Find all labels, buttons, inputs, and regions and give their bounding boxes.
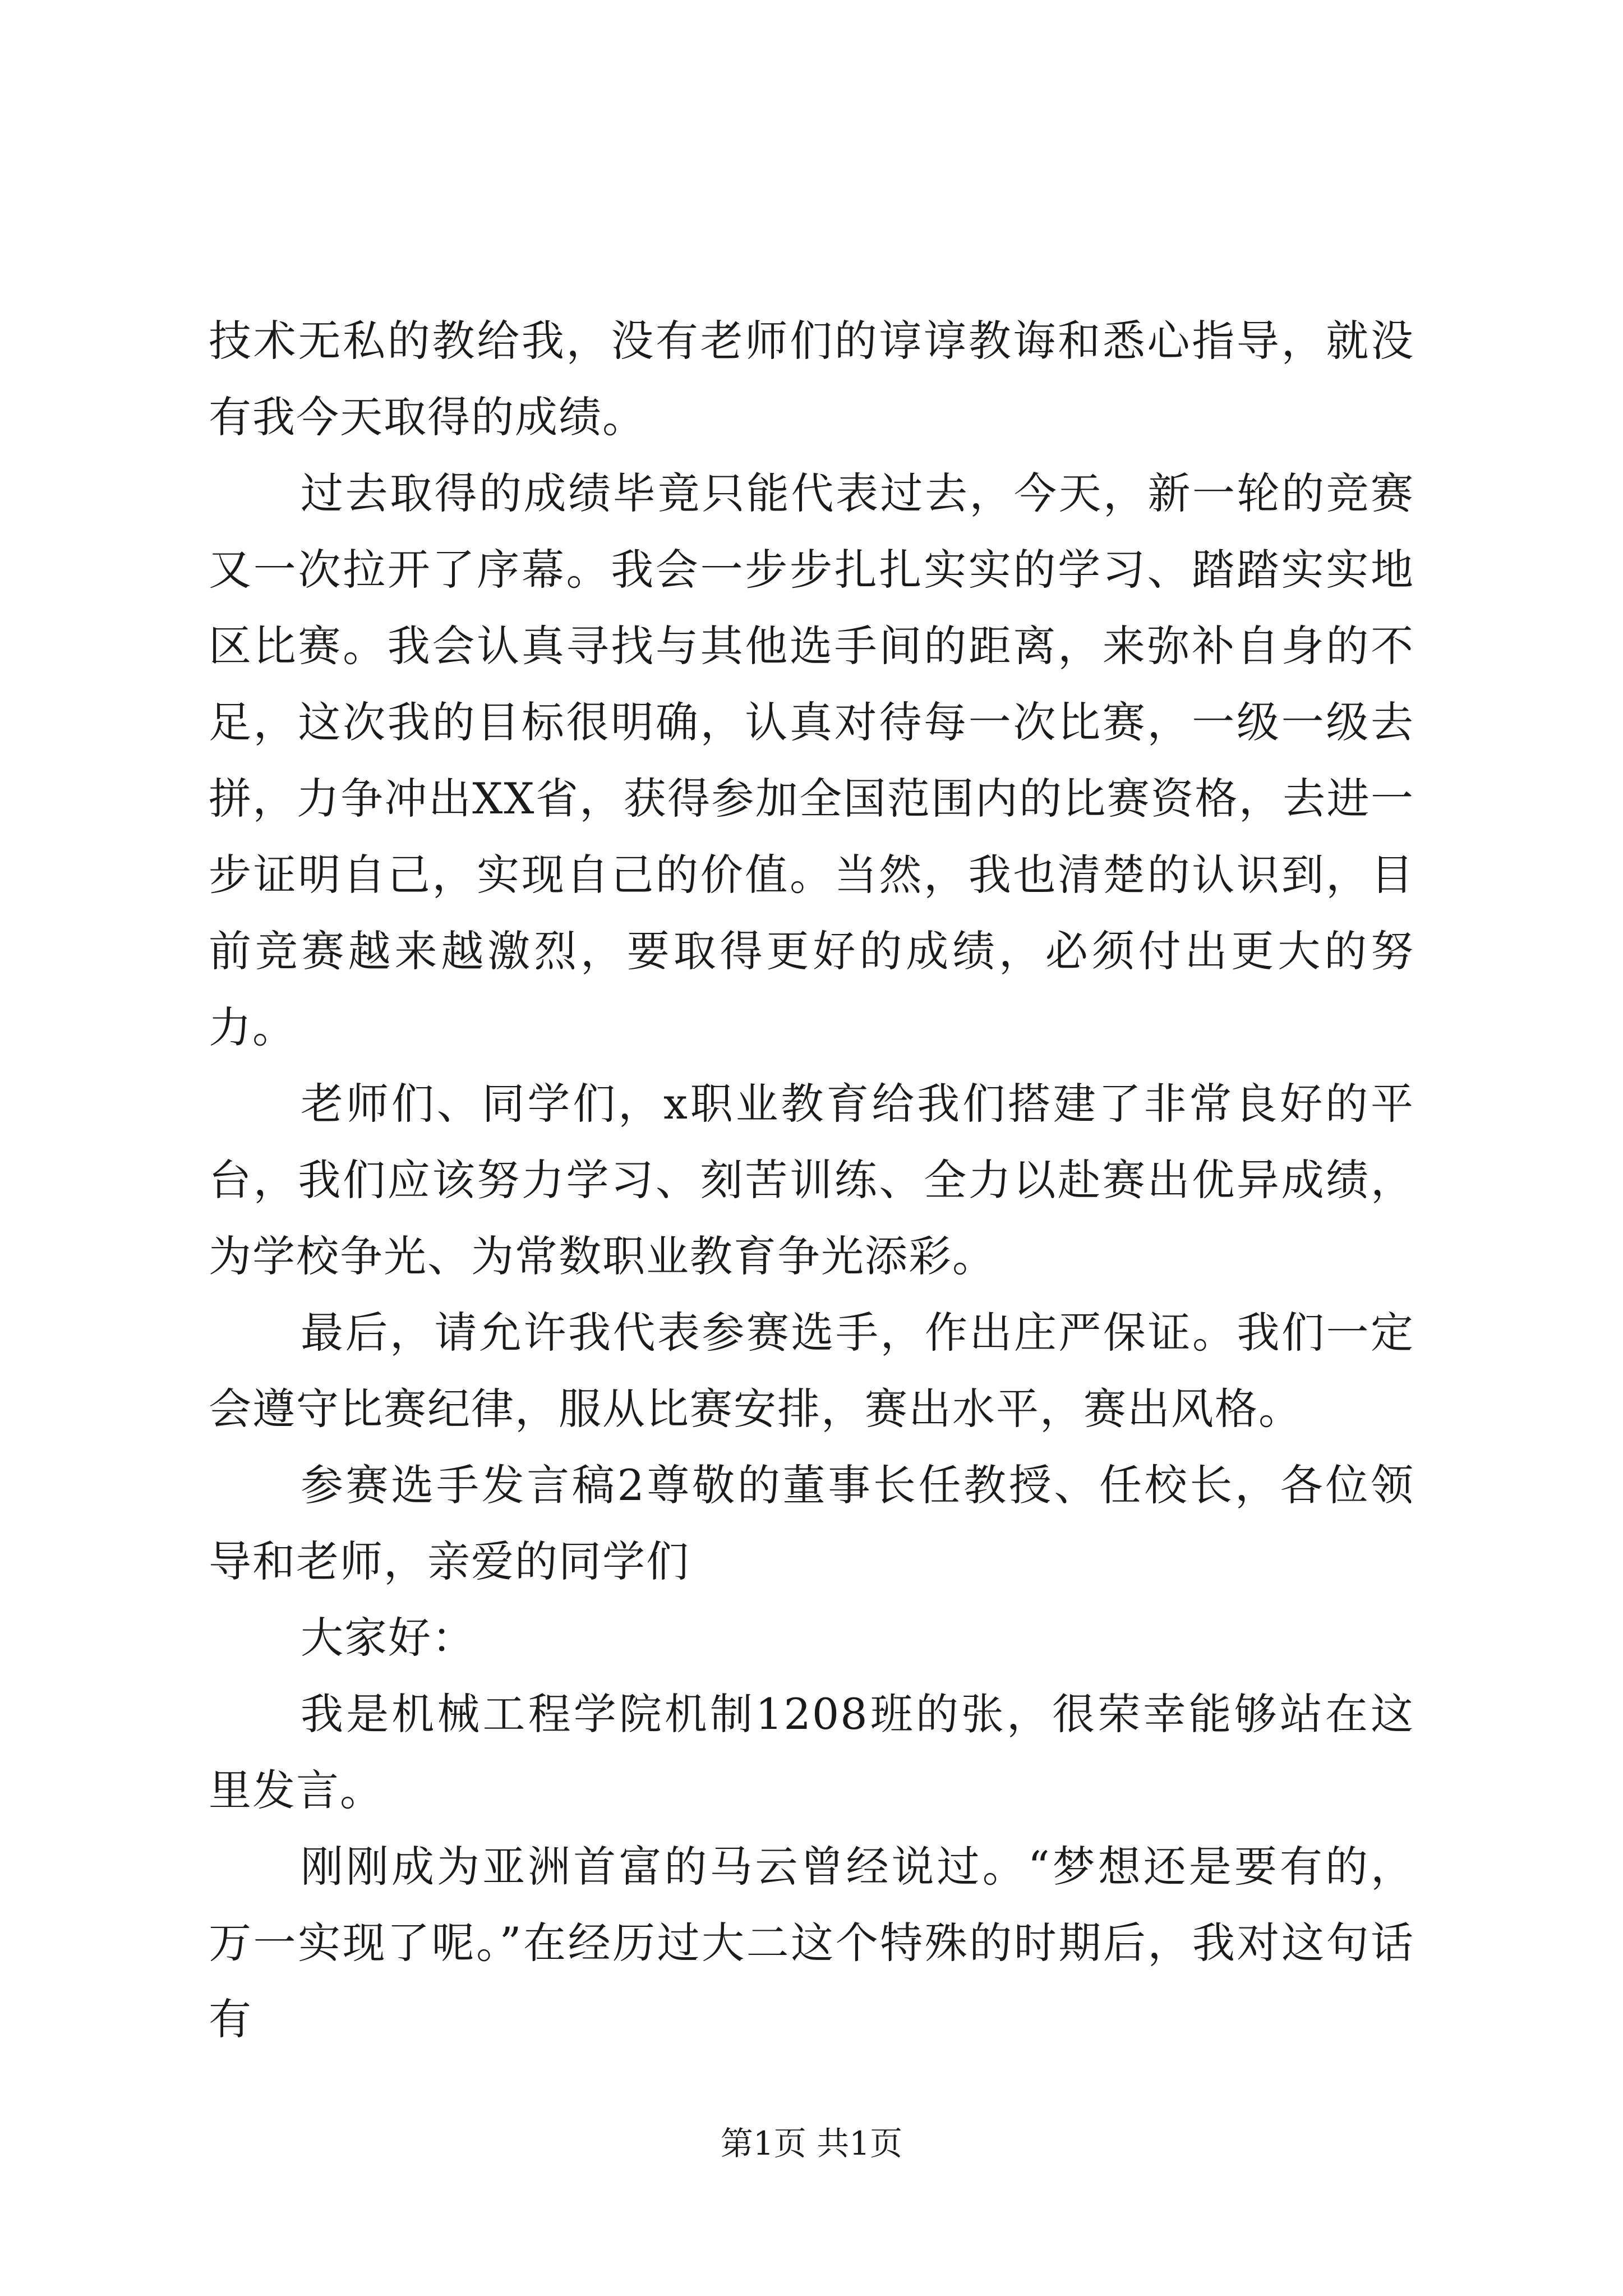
paragraph: 我是机械工程学院机制1208班的张，很荣幸能够站在这里发言。	[209, 1689, 1414, 1815]
page-footer	[0, 2123, 1623, 2164]
paragraph: 最后，请允许我代表参赛选手，作出庄严保证。我们一定会遵守比赛纪律，服从比赛安排，赛出水平，赛出风格。	[209, 1308, 1414, 1434]
paragraph: 参赛选手发言稿2尊敬的董事长任教授、任校长，各位领导和老师，亲爱的同学们	[209, 1460, 1414, 1586]
paragraph: 刚刚成为亚洲首富的马云曾经说过。“梦想还是要有的，万一实现了呢。”在经历过大二这个特殊的时期后，我对这句话有	[209, 1842, 1414, 2044]
document-body	[209, 303, 1414, 2058]
paragraph: 过去取得的成绩毕竟只能代表过去，今天，新一轮的竞赛又一次拉开了序幕。我会一步步扎扎实实的学习、踏踏实实地区比赛。我会认真寻找与其他选手间的距离，来弥补自身的不足，这次我的目标很明确，认真对待每一次比赛，一级一级去拼，力争冲出XX省，获得参加全国范围内的比赛资格，去进一步证明自己，实现自己的价值。当然，我也清楚的认识到，目前竞赛越来越激烈，要取得更好的成绩，必须付出更大的努力。	[209, 468, 1414, 1052]
paragraph: 老师们、同学们，x职业教育给我们搭建了非常良好的平台，我们应该努力学习、刻苦训练、全力以赴赛出优异成绩，为学校争光、为常数职业教育争光添彩。	[209, 1079, 1414, 1281]
page-number-label: 第1页 共1页	[720, 2124, 903, 2162]
paragraph: 技术无私的教给我，没有老师们的谆谆教诲和悉心指导，就没有我今天取得的成绩。	[209, 316, 1414, 442]
paragraph: 大家好：	[301, 1613, 476, 1663]
